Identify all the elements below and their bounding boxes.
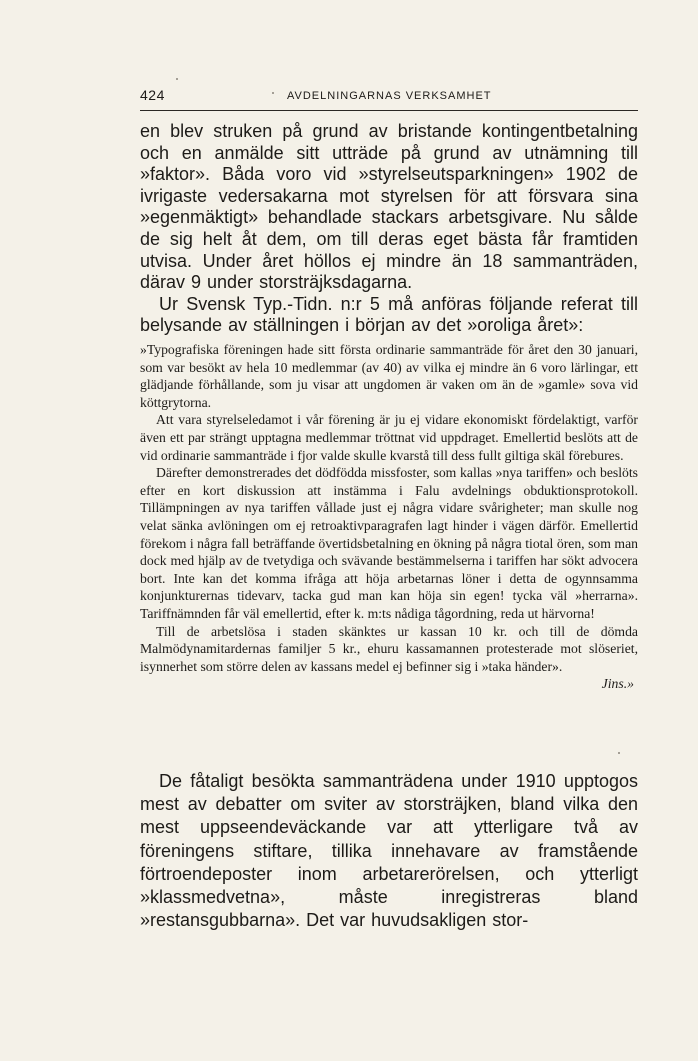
quote-paragraph: Till de arbetslösa i staden skänktes ur kassan 10 kr. och till de dömda Malmödynamitardernas familjer 5 kr., ehuru kassamannen protesterade mot slöseriet, isynnerhet som större delen av kassans medel ej befinner sig i »taka händer». — [140, 623, 638, 674]
page-number: 424 — [140, 87, 165, 103]
paragraph: Ur Svensk Typ.-Tidn. n:r 5 må anföras följande referat till belysande av ställningen i början av det »oroliga året»: — [140, 293, 638, 336]
paragraph: en blev struken på grund av bristande kontingentbetalning och en anmälde sitt utträde på grund av utnämning till »faktor». Båda voro vid »styrelseutsparkningen» 1902 de ivrigaste vedersakarna mot styrelsen för att försvara sina »egenmäktigt» behandlade stackars arbetsgivare. Nu sålde de sig helt åt dem, om till deras eget bästa får framtiden utvisa. Under året höllos ej mindre än 18 sammanträden, därav 9 under storsträjksdagarna. — [140, 121, 638, 293]
quote-paragraph: Därefter demonstrerades det dödfödda missfoster, som kallas »nya tariffen» och beslöts efter en kort diskussion att instämma i Falu avdelnings obduktionsprotokoll. Tillämpningen av nya tariffen vållade just ej några vidare svårigheter; man skulle nog velat sänka avlöningen om ej retroaktivparagrafen lagt hinder i vägen därför. Emellertid förekom i några fall beträffande övertidsbetalning en ökning på några tiotal ören, som man dock med hjälp av de tvetydiga och svävande bestämmelserna i tariffen har sökt advocera bort. Inte kan det komma ifråga att höja arbetarnas löner i detta de ogynnsamma konjunkturernas tidevarv, tacka gud man kan höja sin egen! tycka väl »herrarna». Tariffnämnden får väl emellertid, efter k. m:ts nådiga tågordning, reda ut härvorna! — [140, 465, 638, 621]
quote-paragraph: »Typografiska föreningen hade sitt första ordinarie sammanträde för året den 30 januari, som var besökt av hela 10 medlemmar (av 40) av vilka ej mindre än 6 voro lärlingar, ett glädjande förhållande, som ju visar att ungdomen är vaken om än de »gamle» sova vid köttgrytorna. — [140, 342, 638, 410]
paper-speck — [176, 78, 178, 80]
body-text-top — [140, 121, 638, 337]
page-header — [140, 86, 638, 111]
quote-paragraph: Att vara styrelseledamot i vår förening är ju ej vidare ekonomiskt fördelaktigt, varför även ett par strängt upptagna medlemmar tröttnat vid uppdraget. Emellertid beslöts att de vid ordinarie sammanträde i fjor valde skulle kvarstå till dess fullt giltiga skäl förebures. — [140, 412, 638, 463]
quote-signature: Jins.» — [601, 676, 634, 692]
body-text-bottom — [140, 770, 638, 932]
paragraph: De fåtaligt besökta sammanträdena under 1910 upptogos mest av debatter om sviter av storsträjken, bland vilka den mest uppseendeväckande var att ytterligare två av föreningens stiftare, tillika innehavare av framstående förtroendeposter inom arbetarerörelsen, och ytterligt »klassmedvetna», måste inregistreras bland »restansgubbarna». Det var huvudsakligen stor- — [140, 771, 638, 931]
running-head: AVDELNINGARNAS VERKSAMHET — [287, 90, 492, 102]
paper-speck — [618, 752, 620, 754]
paper-speck — [272, 92, 274, 94]
quoted-report — [140, 341, 638, 693]
